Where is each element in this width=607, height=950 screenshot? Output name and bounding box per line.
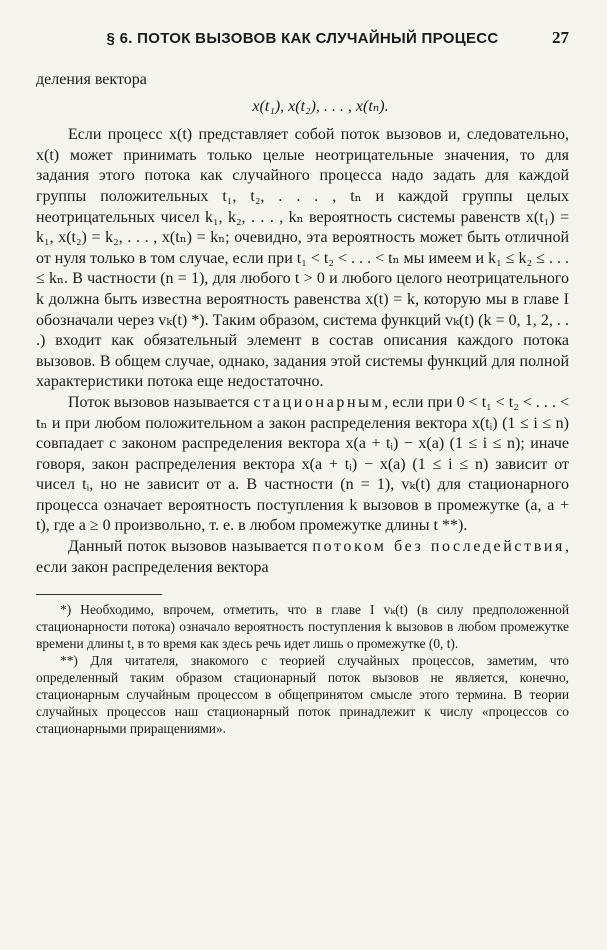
page-number: 27 <box>552 28 569 47</box>
footnote-1: *) Необходимо, впрочем, отметить, что в главе I vₖ(t) (в силу предположенной стационарности потока) означало вероятность поступления k вызовов в любом промежутке времени длины t, в то время как здесь речь идет лишь о промежутке (0, t). <box>36 602 569 652</box>
paragraph-process-definition: Если процесс x(t) представляет собой поток вызовов и, следовательно, x(t) может принимать только целые неотрицательные значения, то для задания этого потока как случайного процесса надо задать для каждой группы положительных t₁, t₂, . . . , tₙ и каждой группы целых неотрицательных чисел k₁, k₂, . . . , kₙ вероятность системы равенств x(t₁) = k₁, x(t₂) = k₂, . . . , x(tₙ) = kₙ; очевидно, эта вероятность может быть отличной от нуля только в том случае, если при t₁ < t₂ < . . . < tₙ мы имеем и k₁ ≤ k₂ ≤ . . . ≤ kₙ. В частности (n = 1), для любого t > 0 и любого целого неотрицательного k должна быть известна вероятность равенства x(t) = k, которую мы в главе I обозначали через vₖ(t) *). Таким образом, система функций vₖ(t) (k = 0, 1, 2, . . .) входит как обязательный элемент в состав описания каждого потока вызовов. В общем случае, однако, задания этой системы функций для полной характеристики потока еще недостаточно. <box>36 126 569 391</box>
page-header <box>36 0 569 70</box>
footnotes <box>36 601 569 737</box>
footnote-2: **) Для читателя, знакомого с теорией случайных процессов, заметим, что определенный таким образом стационарный поток вызовов не является, конечно, стационарным случайным процессом в общепринятом смысле этого термина. В теории случайных процессов наш стационарный поток принадлежит к числу «процессов со стационарными приращениями». <box>36 653 569 737</box>
p3-start: Данный поток вызовов называется <box>68 538 313 556</box>
vector-formula: x(t₁), x(t₂), . . . , x(tₙ). <box>252 97 389 115</box>
p2-start: Поток вызовов называется <box>68 393 254 411</box>
main-text <box>36 70 569 578</box>
footnote-rule <box>36 594 162 595</box>
running-head: § 6. ПОТОК ВЫЗОВОВ КАК СЛУЧАЙНЫЙ ПРОЦЕСС <box>106 30 499 47</box>
paragraph-no-aftereffect <box>36 537 569 578</box>
p2-rest: , если при 0 < t₁ < t₂ < . . . < tₙ и при любом положительном a закон распределения вектора x(tᵢ) (1 ≤ i ≤ n) совпадает с законом распределения вектора x(a + tᵢ) − x(a) (1 ≤ i ≤ n); иначе говоря, закон распределения вектора x(a + tᵢ) − x(a) (1 ≤ i ≤ n) зависит от чисел tᵢ, но не зависит от a. В частности (n = 1), vₖ(t) для стационарного процесса означает вероятность поступления k вызовов в промежутке (a, a + t), где a ≥ 0 произвольно, т. е. в любом промежутке длины t **). <box>36 393 569 535</box>
term-no-aftereffect: потоком без последействия <box>312 538 565 556</box>
p3-rest: , если закон распределения вектора <box>36 538 569 576</box>
paragraph-stationary <box>36 393 569 537</box>
continued-line: деления вектора <box>36 71 147 88</box>
term-stationary: стационарным <box>253 393 385 411</box>
